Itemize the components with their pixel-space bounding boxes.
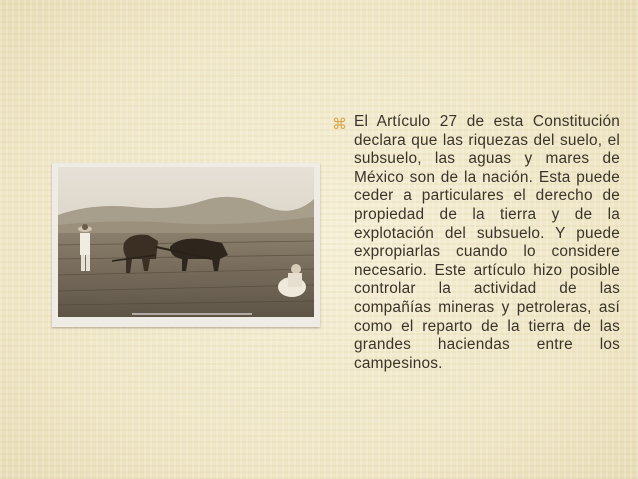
- cross-bullet-icon: ⌘: [332, 115, 347, 133]
- historical-photo: [52, 163, 320, 327]
- photo-plowing-field-image: [52, 163, 320, 327]
- body-paragraph: El Artículo 27 de esta Constitución declara que las riquezas del suelo, el subsuelo, las aguas y mares de México son de la nación. Esta puede ceder a particulares el derecho de propiedad de la tierra y de la explotación del subsuelo. Y puede expropiarlas cuando lo considere necesario. Este artículo hizo posible controlar la actividad de las compañías mineras y petroleras, así como el reparto de la tierra de las grandes haciendas entre los campesinos.: [354, 113, 620, 372]
